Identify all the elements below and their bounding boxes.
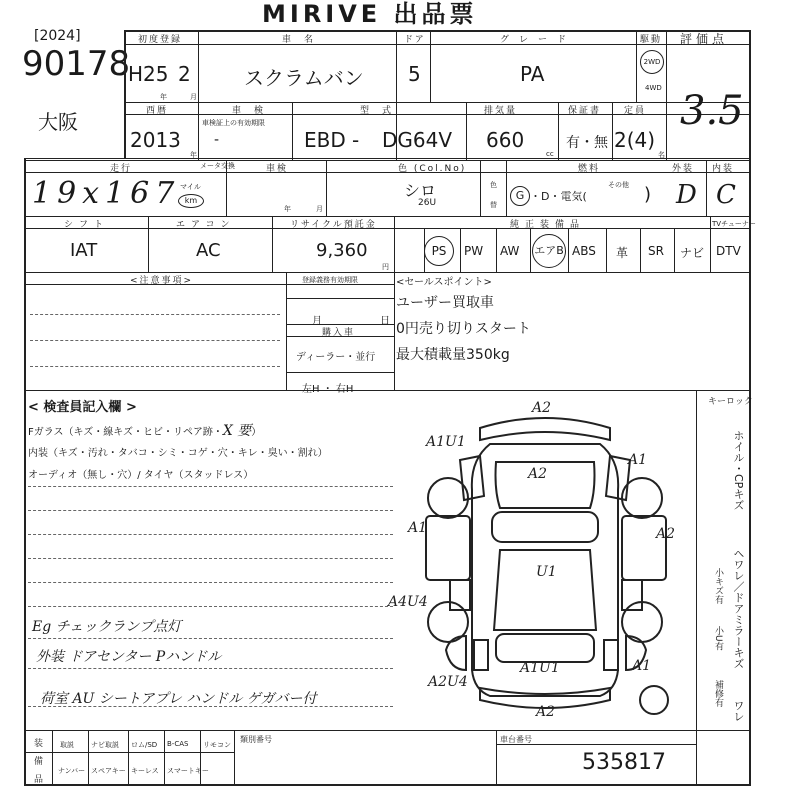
label-chassis: 車台番号 [500, 735, 532, 744]
label-nengo-3: 年 [284, 205, 291, 213]
bottom-r2-2: スペアキー [91, 767, 126, 775]
fuel-gas-circle [510, 186, 530, 206]
first-reg-month: 2 [178, 62, 191, 86]
drive-4wd: 4WD [645, 84, 662, 92]
label-purchase: 購入車 [322, 328, 356, 338]
equip-airbag: エアB [532, 234, 566, 268]
side-note-3: 小キズ有 [713, 568, 723, 604]
rating-score: 3.5 [680, 88, 744, 134]
recycle-value: 9,360 [316, 240, 368, 261]
bottom-r1-2: ナビ取説 [91, 741, 119, 749]
label-keylock: キーロック [708, 397, 753, 407]
color-name: シロ [404, 181, 437, 200]
fglass-mark: X 要 [222, 423, 252, 439]
label-reg-expiry: 登録義務有効期限 [302, 276, 358, 284]
car-diagram [388, 400, 692, 726]
first-reg-era-year: H25 [128, 62, 169, 86]
handwritten-note-2: 外装 ドアセンター Pハンドル [36, 649, 222, 665]
label-month-3: 月 [316, 205, 323, 213]
bottom-side-3: 品 [34, 775, 44, 785]
label-first-reg: 初度登録 [138, 35, 183, 45]
bottom-r2-1: ナンバー [58, 767, 86, 775]
label-grade: グレード [500, 35, 577, 45]
capacity-value: 2(4) [614, 128, 656, 152]
sales-point-2: 0円売り切りスタート [396, 321, 531, 337]
sales-point-3: 最大積載量350kg [396, 347, 510, 363]
damage-mark-10: A1 [632, 658, 652, 674]
equip-leather: 革 [616, 246, 629, 260]
label-notes: <注意事項> [130, 276, 194, 286]
interior-grade: C [716, 180, 736, 210]
label-type-no: 類別番号 [240, 735, 272, 744]
label-shift: シフト [64, 220, 110, 230]
label-recycle: リサイクル預託金 [290, 220, 377, 230]
warranty-value: 有・無 [566, 135, 608, 151]
shaken-value: - [214, 132, 220, 148]
damage-mark-6: A2 [656, 526, 676, 542]
side-note-6: ワレ [732, 700, 745, 722]
side-note-4: 小U有 [713, 626, 723, 651]
damage-mark-3: A1 [628, 452, 648, 468]
label-nengo: 年 [160, 93, 167, 101]
side-note-5: 補修有 [713, 680, 723, 707]
interior-line: 内装（キズ・汚れ・タバコ・シミ・コゲ・穴・キレ・臭い・割れ） [28, 448, 328, 459]
label-meter-change: メータ交換 [200, 162, 235, 170]
label-seireki: 西暦 [146, 106, 169, 116]
label-month: 月 [190, 93, 197, 101]
bottom-r2-4: スマートキー [167, 767, 209, 775]
damage-mark-8: A4U4 [388, 594, 428, 610]
label-car-name: 車 名 [282, 35, 316, 45]
label-tuner: TVチューナー [712, 220, 756, 228]
label-color-side: 色 [490, 181, 497, 189]
damage-mark-11: A2U4 [428, 674, 468, 690]
label-color: 色 (Col.No) [398, 164, 467, 174]
fuel-close: ) [644, 184, 652, 205]
car-name-value: スクラムバン [244, 66, 364, 90]
damage-mark-2: A1U1 [426, 434, 466, 450]
label-interior: 内装 [712, 164, 735, 174]
equip-sr: SR [648, 244, 664, 258]
handwritten-note-3: 荷室 AU シートアプレ ハンドル ゲガバー付 [40, 691, 317, 707]
region: 大阪 [38, 110, 78, 134]
label-fuel: 燃料 [578, 164, 601, 174]
aircon-value: AC [196, 240, 221, 261]
year-tag: [2024] [34, 28, 81, 44]
label-shaken: 車 検 [232, 106, 266, 116]
model-dash: - [352, 128, 360, 152]
year-western: 2013 [130, 128, 181, 152]
shift-value: IAT [70, 240, 98, 261]
bottom-side-2: 備 [34, 757, 44, 767]
model-prefix: EBD [304, 128, 346, 152]
label-mileage: 走行 [110, 164, 133, 174]
side-note-1: ホイル・CPキズ [732, 430, 745, 511]
sales-point-1: ユーザー買取車 [396, 295, 494, 311]
label-yen: 円 [382, 263, 389, 271]
steering-value: 左H ・ 右H [302, 384, 354, 395]
label-exterior: 外装 [672, 164, 695, 174]
damage-mark-9: A1U1 [520, 660, 560, 676]
label-rating: 評価点 [680, 32, 729, 46]
bottom-r1-5: リモコン [203, 741, 231, 749]
audio-tire-line: オーディオ（無し・穴）/ タイヤ（スタッドレス） [28, 470, 254, 481]
equip-dtv: DTV [716, 244, 741, 258]
mileage-unit-km-circle [178, 194, 204, 208]
chassis-number: 535817 [582, 750, 666, 775]
dealer-value: ディーラー・並行 [296, 352, 376, 363]
bottom-r1-3: ロム/SD [131, 741, 158, 749]
fuel-options: ・D・電気( [530, 190, 587, 203]
damage-mark-5: A1 [408, 520, 428, 536]
label-mei: 名 [658, 151, 665, 159]
label-standard-equip: 純正装備品 [510, 220, 586, 230]
model-code: DG64V [382, 128, 453, 152]
bottom-r1-1: 取説 [60, 741, 74, 749]
side-note-2: ヘワレ／ドアミラーキズ [732, 548, 745, 669]
label-doors: ドア [404, 35, 426, 45]
mileage-unit-km: km [184, 196, 198, 205]
equip-pw: PW [464, 244, 484, 258]
color-code: 26U [418, 198, 437, 208]
label-cc: cc [546, 150, 554, 158]
equip-ps: PS [424, 236, 454, 266]
damage-mark-4: A2 [528, 466, 548, 482]
fuel-gas: G [515, 189, 525, 202]
displacement-value: 660 [486, 128, 525, 152]
label-sales-point: <セールスポイント> [396, 277, 492, 288]
lot-number: 90178 [22, 44, 131, 84]
label-drive: 駆動 [640, 35, 663, 45]
label-month-4: 月 [312, 316, 322, 327]
damage-mark-1: A2 [532, 400, 552, 416]
drive-2wd-circle [640, 50, 664, 74]
inspector-header: < 検査員記入欄 > [28, 400, 137, 415]
bottom-r2-3: キーレス [131, 767, 159, 775]
label-aircon: エアコン [176, 220, 236, 230]
label-replace-side: 替 [490, 201, 497, 209]
damage-mark-7: U1 [536, 564, 557, 580]
label-day-4: 日 [380, 316, 390, 327]
label-warranty: 保証書 [568, 106, 602, 116]
mileage-value: 19x167 [32, 176, 181, 211]
label-displacement: 排気量 [484, 106, 518, 116]
bottom-r1-4: B-CAS [167, 740, 189, 748]
exterior-grade: D [676, 180, 697, 210]
bottom-side-1: 装 [34, 739, 44, 749]
label-shaken2: 車検 [266, 164, 289, 174]
fglass-line: Fガラス（キズ・線キズ・ヒビ・リペア跡・X 要） [28, 423, 262, 439]
drive-2wd: 2WD [643, 58, 661, 66]
label-shaken-note: 車検証上の有効期限 [202, 119, 265, 127]
label-fuel-other: その他 [608, 181, 629, 189]
equip-navi: ナビ [680, 246, 705, 260]
label-katashiki: 型 式 [360, 106, 394, 116]
mileage-unit-mile: マイル [180, 183, 201, 191]
label-capacity: 定員 [624, 106, 647, 116]
document-title: MIRIVE 出品票 [262, 0, 478, 28]
equip-aw: AW [500, 244, 520, 258]
equip-abs: ABS [572, 244, 596, 258]
damage-mark-12: A2 [536, 704, 556, 720]
label-nengo-2: 年 [190, 151, 197, 159]
grade-value: PA [520, 62, 545, 86]
doors-value: 5 [408, 62, 421, 86]
handwritten-note-1: Eg チェックランプ点灯 [32, 619, 182, 635]
